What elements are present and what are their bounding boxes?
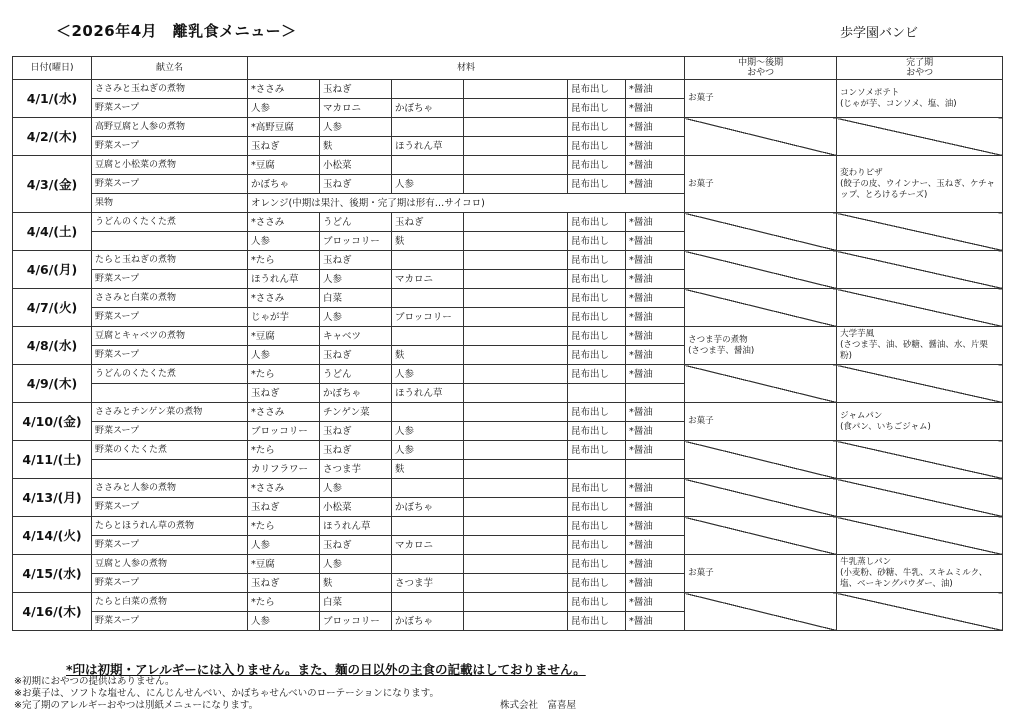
ingredient-cell: ブロッコリー — [320, 232, 392, 251]
ingredient-cell: *醤油 — [626, 99, 685, 118]
dish-name: ささみとチンゲン菜の煮物 — [92, 403, 248, 422]
ingredient-cell: *醤油 — [626, 536, 685, 555]
ingredient-cell: 麩 — [392, 232, 464, 251]
ingredient-cell — [392, 327, 464, 346]
ingredient-cell: かぼちゃ — [392, 498, 464, 517]
table-row — [13, 156, 1003, 175]
ingredient-cell: 昆布出し — [568, 289, 626, 308]
header-dish: 献立名 — [92, 57, 248, 80]
ingredient-cell: ブロッコリー — [248, 422, 320, 441]
snack-final-cell — [837, 479, 1003, 517]
ingredient-cell: *高野豆腐 — [248, 118, 320, 137]
ingredient-cell: 人参 — [320, 479, 392, 498]
ingredient-cell: *醤油 — [626, 479, 685, 498]
table-row — [13, 441, 1003, 460]
ingredient-cell — [626, 460, 685, 479]
ingredient-cell: かぼちゃ — [320, 384, 392, 403]
ingredient-cell: 昆布出し — [568, 536, 626, 555]
ingredient-cell: 玉ねぎ — [248, 137, 320, 156]
snack-mid-cell: お菓子 — [685, 555, 837, 593]
header-ingredients: 材料 — [248, 57, 685, 80]
ingredient-cell: 昆布出し — [568, 517, 626, 536]
dish-name: 野菜スープ — [92, 422, 248, 441]
dish-name: 野菜スープ — [92, 308, 248, 327]
table-row — [13, 555, 1003, 574]
dish-name: 野菜スープ — [92, 536, 248, 555]
ingredient-cell: 昆布出し — [568, 251, 626, 270]
table-row — [13, 327, 1003, 346]
ingredient-cell: *醤油 — [626, 118, 685, 137]
dish-name: 野菜スープ — [92, 99, 248, 118]
ingredient-cell: 昆布出し — [568, 270, 626, 289]
ingredient-cell: *醤油 — [626, 308, 685, 327]
ingredient-cell: 昆布出し — [568, 137, 626, 156]
snack-final-cell — [837, 251, 1003, 289]
facility-name: 歩学園バンビ — [840, 26, 919, 41]
ingredient-cell: 昆布出し — [568, 422, 626, 441]
dish-name: 高野豆腐と人参の煮物 — [92, 118, 248, 137]
ingredient-cell: うどん — [320, 365, 392, 384]
ingredient-cell: 人参 — [392, 422, 464, 441]
ingredient-cell: 昆布出し — [568, 118, 626, 137]
ingredient-cell — [464, 137, 568, 156]
snack-mid-cell — [685, 441, 837, 479]
ingredient-cell: ほうれん草 — [248, 270, 320, 289]
ingredient-cell: 人参 — [392, 175, 464, 194]
day-date: 4/14/(火) — [13, 517, 92, 555]
day-date: 4/7/(火) — [13, 289, 92, 327]
ingredient-cell: 昆布出し — [568, 555, 626, 574]
ingredient-cell: *醤油 — [626, 175, 685, 194]
ingredient-cell — [464, 422, 568, 441]
dish-name: 野菜スープ — [92, 346, 248, 365]
ingredient-cell: 昆布出し — [568, 612, 626, 631]
ingredient-cell: さつま芋 — [392, 574, 464, 593]
ingredient-cell: 昆布出し — [568, 593, 626, 612]
snack-mid-cell: お菓子 — [685, 80, 837, 118]
ingredient-cell — [392, 555, 464, 574]
ingredient-cell: *醤油 — [626, 156, 685, 175]
ingredient-cell: マカロニ — [392, 536, 464, 555]
ingredient-cell: 昆布出し — [568, 308, 626, 327]
ingredient-cell — [464, 441, 568, 460]
header-snack-final — [837, 57, 1003, 80]
ingredient-cell: 昆布出し — [568, 175, 626, 194]
ingredient-cell: 人参 — [320, 270, 392, 289]
dish-name: 豆腐と人参の煮物 — [92, 555, 248, 574]
snack-mid-cell — [685, 365, 837, 403]
ingredient-cell — [464, 346, 568, 365]
ingredient-cell — [392, 593, 464, 612]
ingredient-cell: 人参 — [248, 536, 320, 555]
day-date: 4/8/(水) — [13, 327, 92, 365]
ingredient-cell: かぼちゃ — [392, 99, 464, 118]
snack-final-cell — [837, 213, 1003, 251]
ingredient-cell: *ささみ — [248, 289, 320, 308]
ingredient-cell: *醤油 — [626, 555, 685, 574]
snack-mid-cell — [685, 118, 837, 156]
day-date: 4/2/(木) — [13, 118, 92, 156]
ingredient-cell: ほうれん草 — [320, 517, 392, 536]
table-row — [13, 118, 1003, 137]
day-date: 4/10/(金) — [13, 403, 92, 441]
ingredient-cell: 白菜 — [320, 593, 392, 612]
ingredient-cell — [464, 460, 568, 479]
ingredient-cell — [464, 251, 568, 270]
header-row — [13, 57, 1003, 80]
ingredient-cell — [464, 479, 568, 498]
ingredient-cell — [568, 384, 626, 403]
ingredient-cell: *醤油 — [626, 422, 685, 441]
ingredient-cell — [464, 80, 568, 99]
snack-mid-cell — [685, 479, 837, 517]
snack-mid-cell — [685, 289, 837, 327]
ingredient-cell: 玉ねぎ — [248, 574, 320, 593]
dish-name — [92, 460, 248, 479]
notes-line-2: ※お菓子は、ソフトな塩せん、にんじんせんべい、かぼちゃせんべいのローテーションになります。 — [14, 688, 440, 699]
ingredient-cell: *醤油 — [626, 270, 685, 289]
ingredient-cell — [464, 498, 568, 517]
table-row — [13, 365, 1003, 384]
dish-name: 野菜スープ — [92, 574, 248, 593]
ingredient-cell: 玉ねぎ — [320, 80, 392, 99]
ingredient-cell: ほうれん草 — [392, 384, 464, 403]
ingredient-cell: *醤油 — [626, 251, 685, 270]
ingredient-cell — [392, 289, 464, 308]
ingredient-cell: *醤油 — [626, 498, 685, 517]
snack-final-cell: ジャムパン (食パン、いちごジャム) — [837, 403, 1003, 441]
day-date: 4/6/(月) — [13, 251, 92, 289]
snack-final-cell — [837, 517, 1003, 555]
snack-mid-cell: さつま芋の煮物 (さつま芋、醤油) — [685, 327, 837, 365]
ingredient-cell: 人参 — [392, 441, 464, 460]
ingredient-cell: 人参 — [248, 346, 320, 365]
ingredient-cell: 人参 — [248, 99, 320, 118]
dish-name: 果物 — [92, 194, 248, 213]
ingredient-cell — [464, 327, 568, 346]
ingredient-cell — [392, 80, 464, 99]
ingredient-cell: 昆布出し — [568, 365, 626, 384]
ingredient-cell — [464, 213, 568, 232]
dish-name: 野菜スープ — [92, 270, 248, 289]
ingredient-cell: 麩 — [392, 346, 464, 365]
ingredient-cell: *醤油 — [626, 403, 685, 422]
ingredient-cell — [464, 270, 568, 289]
ingredient-cell: 昆布出し — [568, 574, 626, 593]
ingredient-cell: ブロッコリー — [320, 612, 392, 631]
day-date: 4/4/(土) — [13, 213, 92, 251]
day-date: 4/11/(土) — [13, 441, 92, 479]
ingredient-cell: *醤油 — [626, 137, 685, 156]
dish-name: 野菜スープ — [92, 137, 248, 156]
ingredient-cell: 昆布出し — [568, 156, 626, 175]
ingredient-cell: *醤油 — [626, 289, 685, 308]
ingredient-cell: さつま芋 — [320, 460, 392, 479]
snack-mid-cell — [685, 517, 837, 555]
ingredient-cell: 人参 — [392, 365, 464, 384]
snack-final-cell: 変わりピザ (餃子の皮、ウインナー、玉ねぎ、ケチャップ、とろけるチーズ) — [837, 156, 1003, 213]
ingredient-cell: ブロッコリー — [392, 308, 464, 327]
ingredient-cell: *豆腐 — [248, 555, 320, 574]
ingredient-cell — [464, 555, 568, 574]
dish-name: 豆腐と小松菜の煮物 — [92, 156, 248, 175]
ingredient-cell — [464, 289, 568, 308]
ingredient-cell: マカロニ — [392, 270, 464, 289]
table-row — [13, 213, 1003, 232]
ingredient-cell: チンゲン菜 — [320, 403, 392, 422]
ingredient-cell: *たら — [248, 441, 320, 460]
ingredient-cell: 麩 — [320, 574, 392, 593]
ingredient-cell: *醤油 — [626, 213, 685, 232]
ingredient-cell: 昆布出し — [568, 232, 626, 251]
snack-final-cell — [837, 441, 1003, 479]
ingredient-cell — [464, 612, 568, 631]
ingredient-cell — [464, 593, 568, 612]
ingredient-cell: 昆布出し — [568, 346, 626, 365]
notes-main: *印は初期・アレルギーには入りません。また、麺の日以外の主食の記載はしておりません。 — [66, 662, 586, 677]
ingredient-cell: 玉ねぎ — [320, 441, 392, 460]
ingredient-cell: 昆布出し — [568, 99, 626, 118]
ingredient-cell — [464, 308, 568, 327]
dish-name: ささみと玉ねぎの煮物 — [92, 80, 248, 99]
ingredient-cell: 昆布出し — [568, 213, 626, 232]
dish-name: たらと白菜の煮物 — [92, 593, 248, 612]
ingredient-cell — [568, 460, 626, 479]
ingredient-cell: 昆布出し — [568, 479, 626, 498]
ingredient-cell — [464, 232, 568, 251]
header-snack-mid — [685, 57, 837, 80]
day-date: 4/15/(水) — [13, 555, 92, 593]
snack-final-cell: 大学芋風 (さつま芋、油、砂糖、醤油、水、片栗粉) — [837, 327, 1003, 365]
snack-final-cell — [837, 593, 1003, 631]
ingredient-cell — [464, 156, 568, 175]
ingredient-cell: *醤油 — [626, 517, 685, 536]
ingredient-cell — [464, 403, 568, 422]
ingredient-cell: *豆腐 — [248, 156, 320, 175]
snack-final-cell — [837, 118, 1003, 156]
dish-name: 野菜スープ — [92, 612, 248, 631]
ingredient-cell: じゃが芋 — [248, 308, 320, 327]
ingredient-cell: *醤油 — [626, 232, 685, 251]
ingredient-cell: 昆布出し — [568, 498, 626, 517]
page-title: ＜2026年4月 離乳食メニュー＞ — [56, 22, 297, 40]
ingredient-cell: *醤油 — [626, 612, 685, 631]
header-snack-final-line1: 完了期 — [906, 58, 934, 68]
table-row — [13, 517, 1003, 536]
company-name: 株式会社 富喜屋 — [500, 700, 577, 711]
dish-name — [92, 232, 248, 251]
ingredient-cell: *ささみ — [248, 479, 320, 498]
ingredient-cell: かぼちゃ — [248, 175, 320, 194]
dish-name: 野菜のくたくた煮 — [92, 441, 248, 460]
day-date: 4/1/(水) — [13, 80, 92, 118]
header-snack-mid-line2: おやつ — [747, 68, 775, 78]
table-row — [13, 403, 1003, 422]
ingredient-cell: *たら — [248, 251, 320, 270]
day-date: 4/16/(木) — [13, 593, 92, 631]
snack-final-cell: コンソメポテト (じゃが芋、コンソメ、塩、油) — [837, 80, 1003, 118]
ingredient-cell — [464, 99, 568, 118]
ingredient-cell: *醤油 — [626, 441, 685, 460]
day-date: 4/9/(木) — [13, 365, 92, 403]
table-row — [13, 289, 1003, 308]
ingredient-cell: 昆布出し — [568, 327, 626, 346]
ingredient-cell: *醤油 — [626, 365, 685, 384]
ingredient-cell: 人参 — [320, 308, 392, 327]
ingredient-cell: *醤油 — [626, 593, 685, 612]
ingredient-cell — [464, 118, 568, 137]
ingredient-cell: *醤油 — [626, 327, 685, 346]
header-snack-mid-line1: 中期～後期 — [738, 58, 784, 68]
snack-final-cell: 牛乳蒸しパン (小麦粉、砂糖、牛乳、スキムミルク、塩、ベーキングパウダー、油) — [837, 555, 1003, 593]
ingredient-cell: *豆腐 — [248, 327, 320, 346]
ingredient-cell: 小松菜 — [320, 156, 392, 175]
ingredient-cell: *ささみ — [248, 213, 320, 232]
dish-name: うどんのくたくた煮 — [92, 365, 248, 384]
ingredient-cell — [464, 175, 568, 194]
ingredient-cell: *ささみ — [248, 403, 320, 422]
ingredient-cell — [392, 403, 464, 422]
snack-final-cell — [837, 289, 1003, 327]
dish-name: 野菜スープ — [92, 175, 248, 194]
ingredient-cell: 玉ねぎ — [320, 251, 392, 270]
header-date: 日付(曜日) — [13, 57, 92, 80]
ingredient-cell: 人参 — [320, 118, 392, 137]
dish-name: 野菜スープ — [92, 498, 248, 517]
ingredient-cell: 小松菜 — [320, 498, 392, 517]
ingredient-cell: うどん — [320, 213, 392, 232]
ingredient-cell: *醤油 — [626, 80, 685, 99]
ingredient-cell: 人参 — [248, 612, 320, 631]
table-row — [13, 80, 1003, 99]
ingredient-cell: 白菜 — [320, 289, 392, 308]
ingredient-cell: *たら — [248, 593, 320, 612]
ingredient-cell: *たら — [248, 517, 320, 536]
ingredient-cell: 麩 — [392, 460, 464, 479]
ingredient-cell: 玉ねぎ — [248, 498, 320, 517]
ingredient-cell — [626, 384, 685, 403]
ingredient-cell: かぼちゃ — [392, 612, 464, 631]
day-date: 4/3/(金) — [13, 156, 92, 213]
table-row — [13, 251, 1003, 270]
ingredient-cell: *醤油 — [626, 346, 685, 365]
ingredient-cell: 玉ねぎ — [392, 213, 464, 232]
snack-mid-cell — [685, 593, 837, 631]
ingredient-cell — [392, 118, 464, 137]
dish-name: たらとほうれん草の煮物 — [92, 517, 248, 536]
ingredient-cell: *たら — [248, 365, 320, 384]
notes-line-1: ※初期におやつの提供はありません。 — [14, 676, 175, 687]
dish-name: 豆腐とキャベツの煮物 — [92, 327, 248, 346]
dish-name: ささみと白菜の煮物 — [92, 289, 248, 308]
ingredient-cell: キャベツ — [320, 327, 392, 346]
ingredient-cell — [392, 251, 464, 270]
ingredient-cell: 玉ねぎ — [320, 175, 392, 194]
ingredient-cell — [464, 574, 568, 593]
ingredient-cell — [464, 365, 568, 384]
dish-name — [92, 384, 248, 403]
dish-name: たらと玉ねぎの煮物 — [92, 251, 248, 270]
ingredient-cell: マカロニ — [320, 99, 392, 118]
ingredient-cell: 人参 — [248, 232, 320, 251]
dish-name: ささみと人参の煮物 — [92, 479, 248, 498]
menu-table — [12, 56, 1003, 631]
ingredient-cell — [464, 517, 568, 536]
ingredient-cell — [392, 517, 464, 536]
snack-mid-cell: お菓子 — [685, 156, 837, 213]
ingredient-note: オレンジ(中期は果汁、後期・完了期は形有…サイコロ) — [248, 194, 685, 213]
table-row — [13, 479, 1003, 498]
ingredient-cell — [464, 384, 568, 403]
ingredient-cell: ほうれん草 — [392, 137, 464, 156]
ingredient-cell: 玉ねぎ — [320, 536, 392, 555]
ingredient-cell: 昆布出し — [568, 441, 626, 460]
snack-mid-cell — [685, 251, 837, 289]
ingredient-cell: 昆布出し — [568, 80, 626, 99]
notes-line-3: ※完了期のアレルギーおやつは別紙メニューになります。 — [14, 700, 259, 711]
ingredient-cell: *ささみ — [248, 80, 320, 99]
header-snack-final-line2: おやつ — [906, 68, 934, 78]
ingredient-cell: 昆布出し — [568, 403, 626, 422]
ingredient-cell: 玉ねぎ — [248, 384, 320, 403]
day-date: 4/13/(月) — [13, 479, 92, 517]
menu-body — [13, 80, 1003, 631]
ingredient-cell: カリフラワー — [248, 460, 320, 479]
ingredient-cell: 麩 — [320, 137, 392, 156]
snack-mid-cell: お菓子 — [685, 403, 837, 441]
ingredient-cell — [392, 479, 464, 498]
ingredient-cell: 玉ねぎ — [320, 346, 392, 365]
snack-final-cell — [837, 365, 1003, 403]
ingredient-cell: 玉ねぎ — [320, 422, 392, 441]
ingredient-cell: 人参 — [320, 555, 392, 574]
ingredient-cell: *醤油 — [626, 574, 685, 593]
ingredient-cell — [464, 536, 568, 555]
snack-mid-cell — [685, 213, 837, 251]
dish-name: うどんのくたくた煮 — [92, 213, 248, 232]
table-row — [13, 593, 1003, 612]
ingredient-cell — [392, 156, 464, 175]
